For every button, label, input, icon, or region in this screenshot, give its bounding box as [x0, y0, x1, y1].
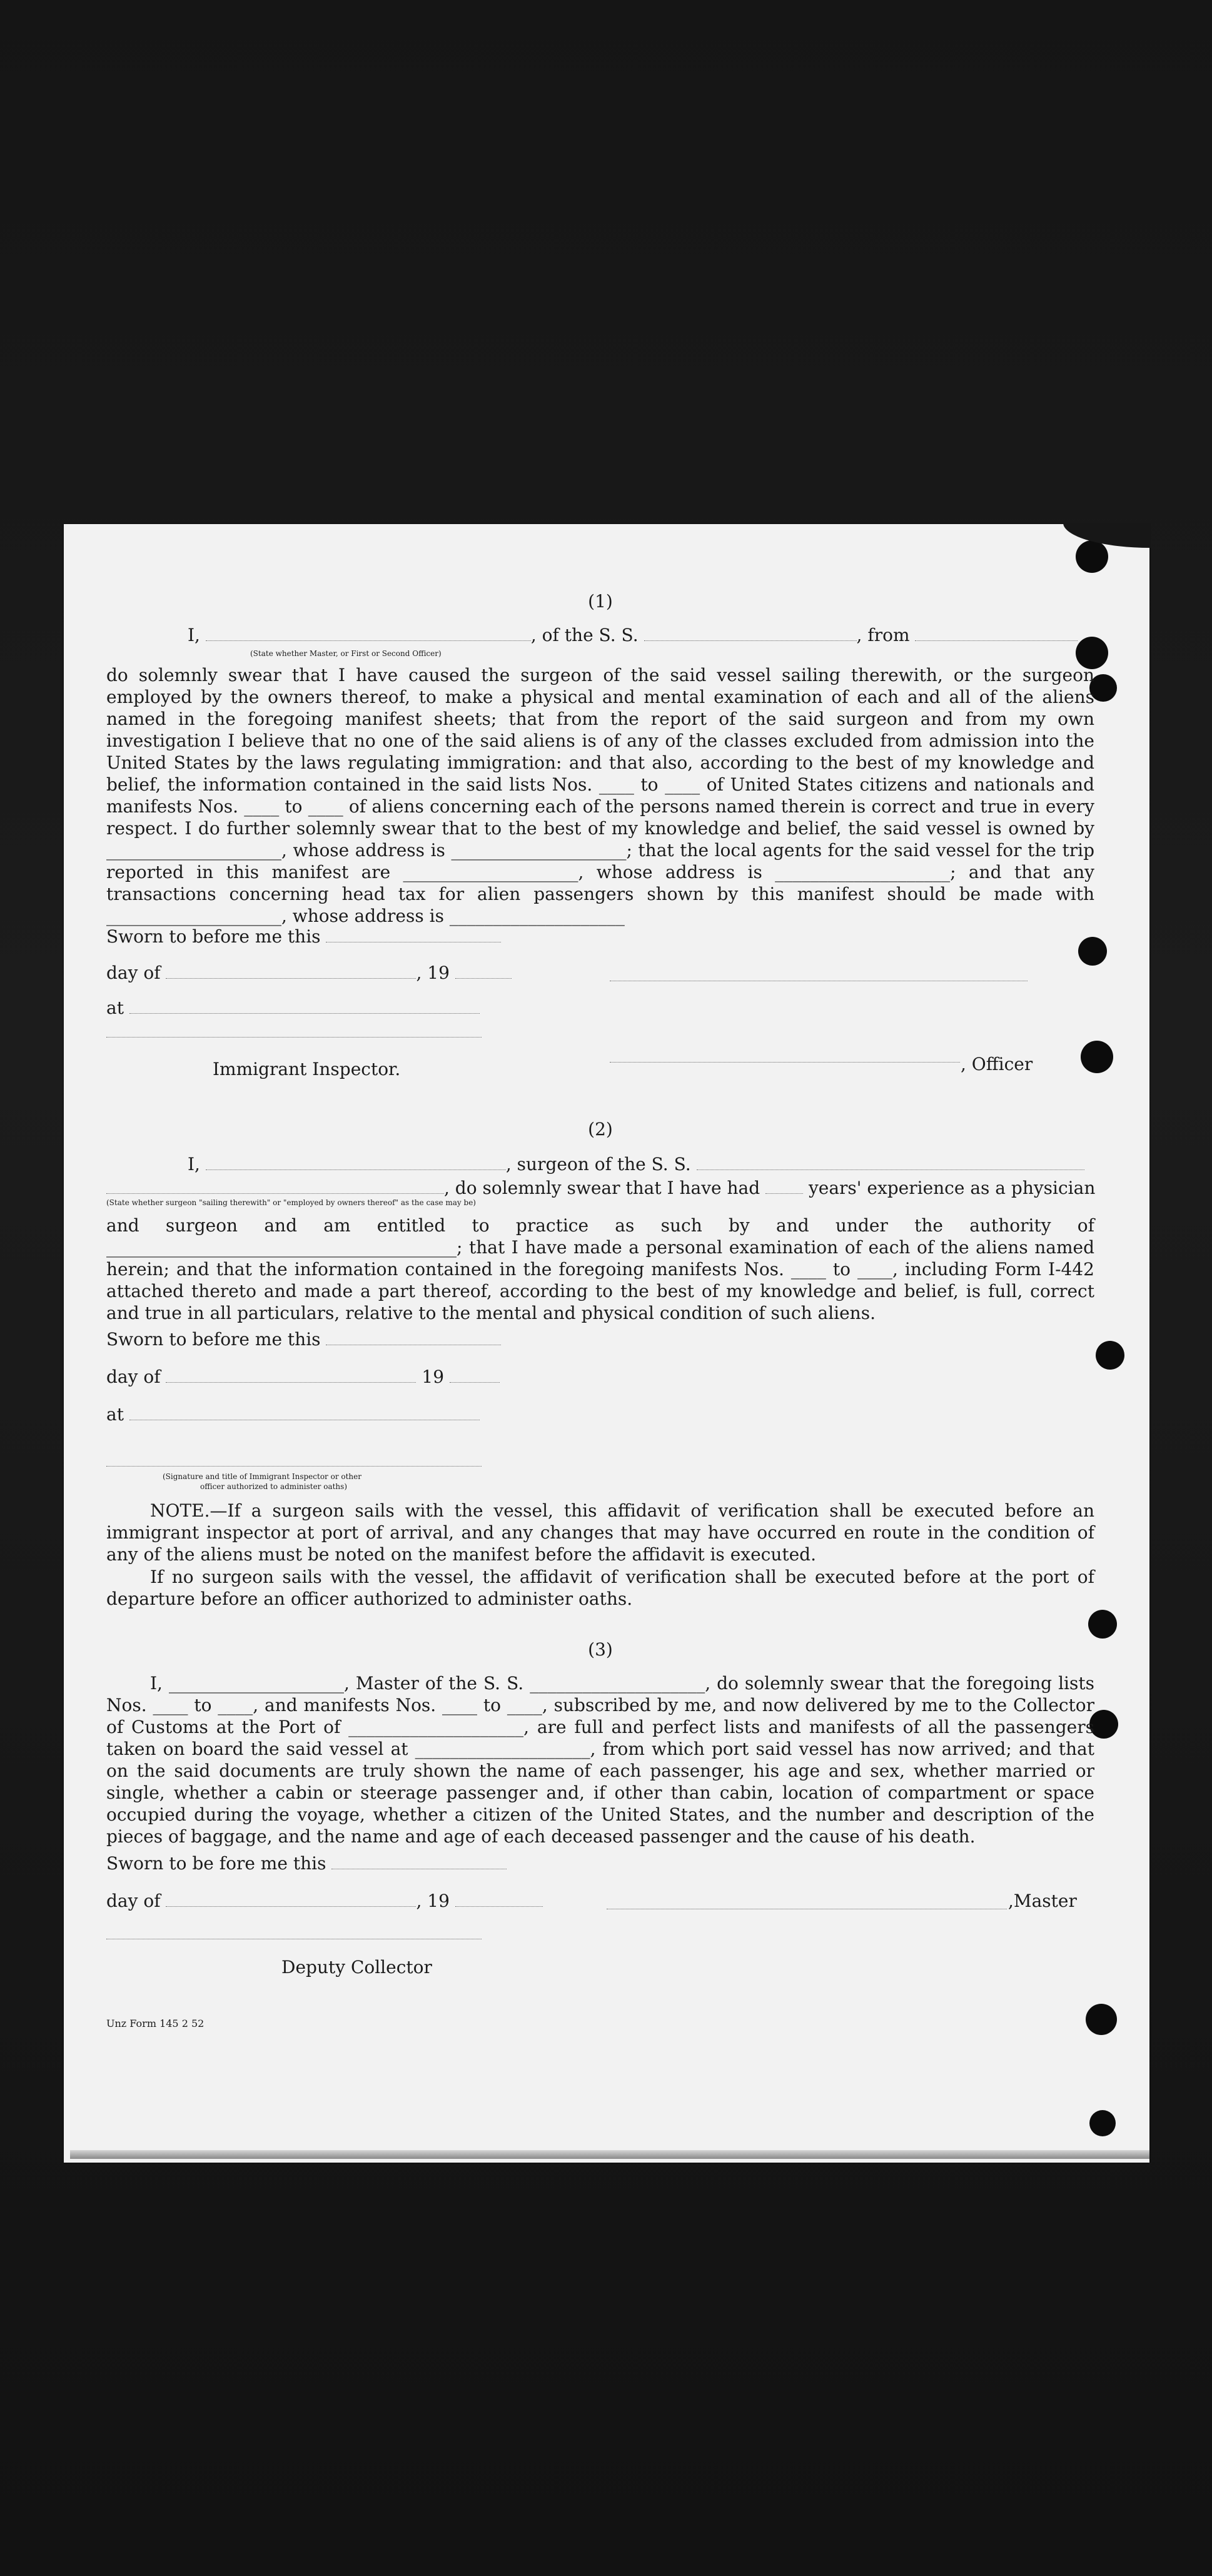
year-label: 19 [422, 1366, 445, 1387]
year-label: , 19 [416, 1891, 450, 1911]
sworn-date-field[interactable] [326, 1328, 501, 1345]
sworn-label: Sworn to before me this [106, 1329, 321, 1350]
torn-corner [1063, 523, 1151, 548]
sworn-date-field[interactable] [326, 926, 501, 942]
deputy-label: Deputy Collector [281, 1957, 432, 1977]
section3-body: I, ____________________, Master of the S. S. ____________________, do solemnly swear that the foregoing lists Nos. ____ to ____, and manifests Nos. ____ to ____, subscribed by me, and now delivered by me to the Collector of Customs at the Port of ____________________, are full and perfect lists and manifests of all the passengers taken on board the said vessel at ____________________, from which port said vessel has now arrived; and that on the said documents are truly shown the name of each passenger, his age and sex, whether married or single, whether a cabin or steerage passenger and, if other than cabin, location of compartment or space occupied during the voyage, whether a citizen of the United States, and the number and description of the pieces of baggage, and the name and age of each deceased passenger and the cause of his death. [106, 1673, 1094, 1847]
day-of-label: day of [106, 1891, 161, 1911]
inspector-label: Immigrant Inspector. [213, 1059, 401, 1079]
form-number: Unz Form 145 2 52 [106, 2018, 205, 2029]
year-field[interactable] [455, 1890, 543, 1907]
punch-hole-icon [1086, 2004, 1117, 2035]
day-field[interactable] [166, 1890, 416, 1907]
day-field[interactable] [166, 1366, 416, 1383]
at-label: at [106, 998, 124, 1018]
port-from-field[interactable] [915, 624, 1078, 641]
inspector-signature-line[interactable] [106, 1037, 482, 1038]
inspector-signature-line[interactable] [106, 1466, 482, 1467]
day-field[interactable] [166, 962, 416, 979]
sworn-line [106, 1328, 1094, 1350]
punch-hole-icon [1089, 2110, 1116, 2136]
day-of-label: day of [106, 1366, 161, 1387]
at-field[interactable] [129, 1403, 480, 1420]
i-label: I, [188, 1154, 200, 1174]
note-paragraph: NOTE.—If a surgeon sails with the vessel, this affidavit of verification shall be executed before an immigrant inspector at port of arrival, and any changes that may have occurred en route in the condition of any of the aliens must be noted on the manifest before the affidavit is executed. [106, 1500, 1094, 1565]
surgeon-role-field[interactable] [106, 1177, 444, 1194]
master-label: ,Master [1008, 1891, 1077, 1911]
section2-second-line [106, 1177, 1094, 1199]
surgeon-note: (State whether surgeon "sailing therewith" or "employed by owners thereof" as the case may be) [106, 1198, 476, 1207]
sworn-label: Sworn to before me this [106, 926, 321, 947]
signature-note: officer authorized to administer oaths) [200, 1482, 347, 1491]
surgeon-of-label: , surgeon of the S. S. [505, 1154, 691, 1174]
year-field[interactable] [455, 962, 512, 979]
at-label: at [106, 1404, 124, 1425]
day-of-label: day of [106, 962, 161, 983]
vessel-name-field[interactable] [644, 624, 857, 641]
from-label: , from [856, 625, 910, 645]
punch-hole-icon [1081, 1041, 1113, 1073]
years-label: years' experience as a physician [808, 1178, 1096, 1198]
swear-label: , do solemnly swear that I have had [444, 1178, 760, 1198]
section-number: (1) [588, 591, 613, 612]
year-field[interactable] [450, 1366, 500, 1383]
punch-hole-icon [1076, 540, 1108, 573]
section-number: (2) [588, 1119, 613, 1139]
document-page [64, 524, 1149, 2163]
at-line [106, 1403, 1094, 1425]
officer-label: , Officer [961, 1054, 1033, 1074]
sworn-line [106, 1852, 1094, 1874]
punch-hole-icon [1096, 1341, 1124, 1370]
year-label: , 19 [416, 962, 450, 983]
at-line [106, 997, 1094, 1019]
of-ss-label: , of the S. S. [530, 625, 639, 645]
sworn-label: Sworn to be fore me this [106, 1853, 326, 1874]
i-label: I, [188, 625, 200, 645]
officer-signature-line[interactable] [610, 1062, 960, 1063]
at-field[interactable] [129, 997, 480, 1014]
day-line [106, 1366, 1094, 1388]
sworn-date-field[interactable] [331, 1852, 507, 1869]
note-paragraph-2: If no surgeon sails with the vessel, the affidavit of verification shall be executed before at the port of departure before an officer authorized to administer oaths. [106, 1567, 1094, 1609]
section1-body: do solemnly swear that I have caused the surgeon of the said vessel sailing therewith, or the surgeon employed by the owners thereof, to make a physical and mental examination of each and all of the aliens named in the foregoing manifest sheets; that from the report of the said surgeon and from my own investigation I believe that no one of the said aliens is of any of the classes excluded from admission into the United States by the laws regulating immigration: and that also, according to the best of my knowledge and belief, the information contained in the said lists Nos. ____ to ____ of United States citizens and nationals and manifests Nos. ____ to ____ of aliens concerning each of the persons named therein is correct and true in every respect. I do further solemnly swear that to the best of my knowledge and belief, the said vessel is owned by ____________________, whose address is ____________________; that the local agents for the said vessel for the trip reported in this manifest are ____________________, whose address is ____________________; and that any transactions concerning head tax for alien passengers shown by this manifest should be made with ____________________, whose address is ____________________ [106, 665, 1094, 926]
section2-body: and surgeon and am entitled to practice as such by and under the authority of ________________________________________; that I have made a personal examination of each of the aliens named herein; and that the information contained in the foregoing manifests Nos. ____ to ____, including Form I-442 attached thereto and made a part thereof, according to the best of my knowledge and belief, is full, correct and true in all particulars, relative to the mental and physical condition of such aliens. [106, 1215, 1094, 1323]
section2-first-line [188, 1153, 1176, 1175]
officer-name-field[interactable] [206, 624, 531, 641]
punch-hole-icon [1088, 1610, 1117, 1639]
vessel-name-field[interactable] [697, 1153, 1084, 1170]
section-number: (3) [588, 1639, 613, 1660]
sworn-line [106, 926, 1094, 947]
years-field[interactable] [765, 1177, 803, 1194]
surgeon-name-field[interactable] [206, 1153, 506, 1170]
section1-first-line [188, 624, 1176, 646]
signature-note: (Signature and title of Immigrant Inspector or other [163, 1472, 361, 1481]
officer-note: (State whether Master, or First or Second Officer) [250, 649, 442, 658]
